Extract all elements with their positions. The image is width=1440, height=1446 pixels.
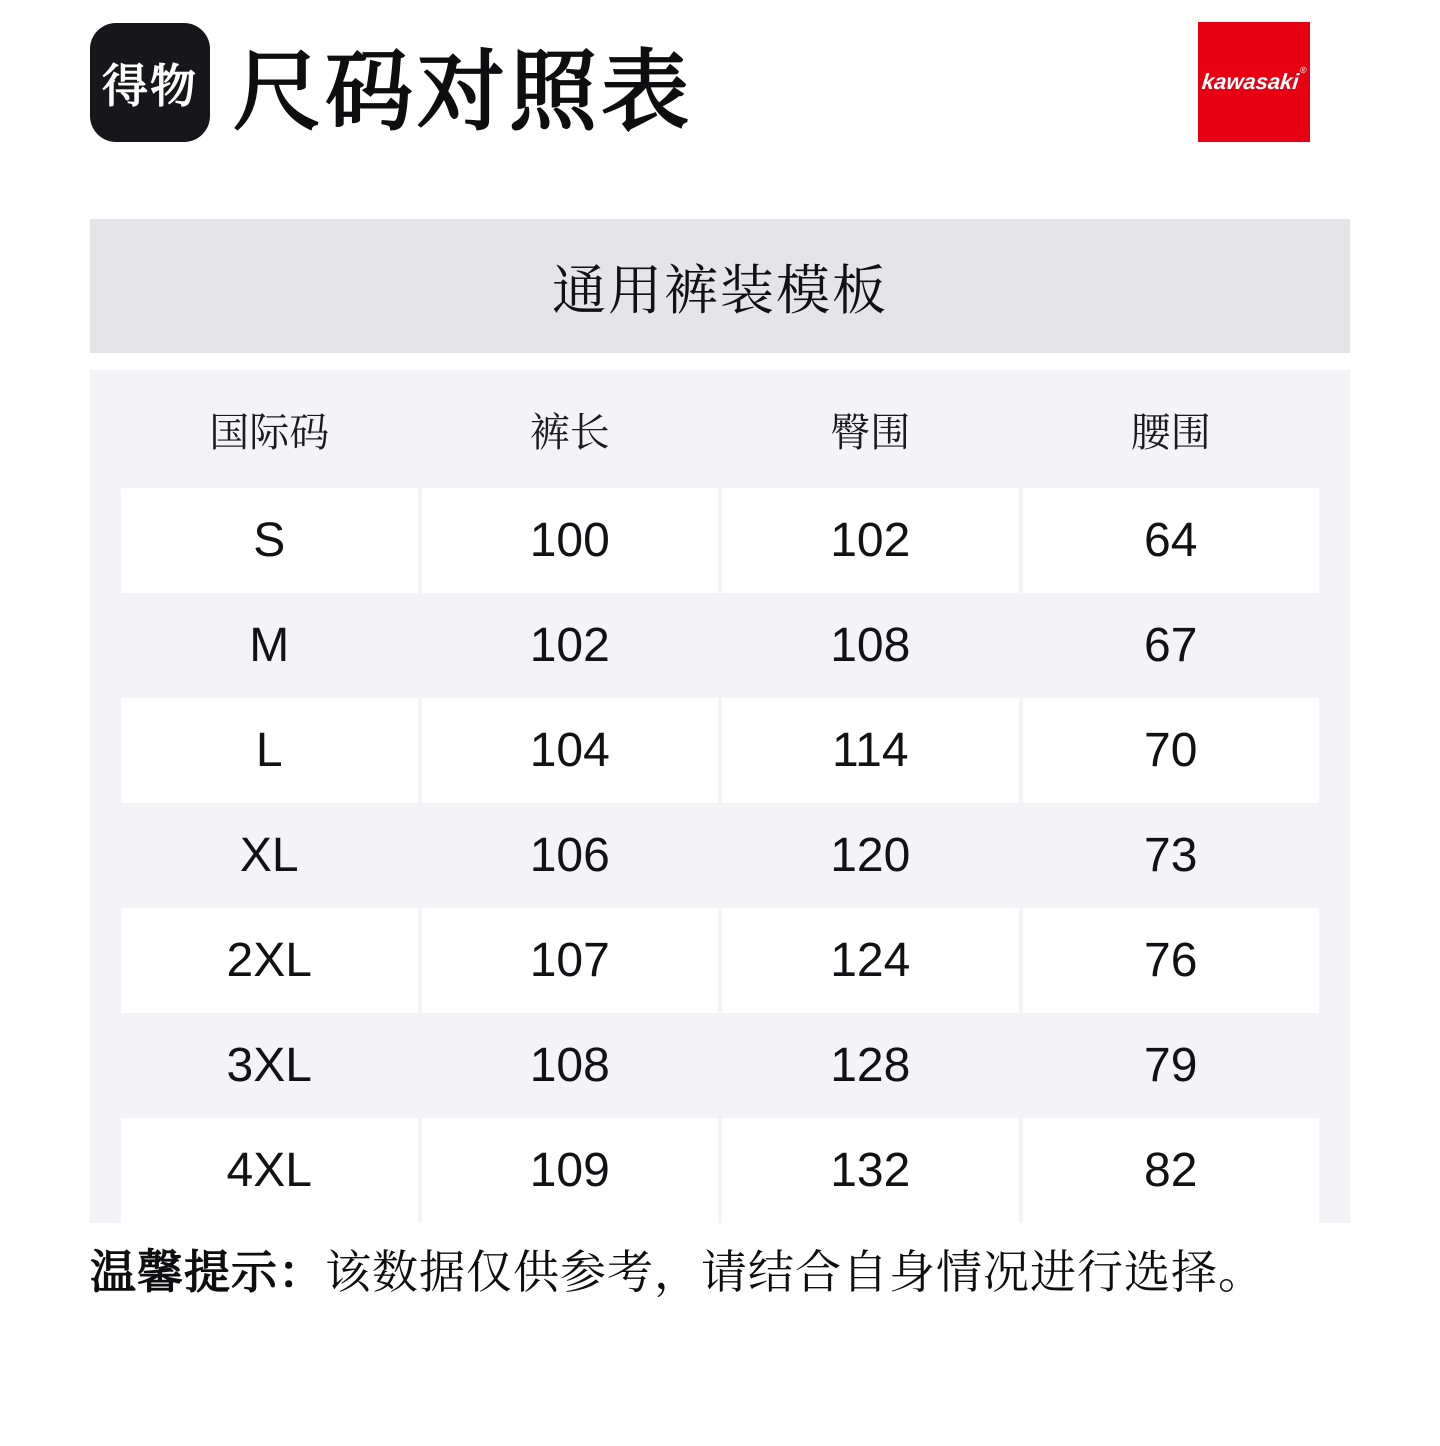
- measurement-cell: 104: [422, 698, 719, 803]
- page-title: 尺码对照表: [233, 42, 694, 141]
- column-header-size: 国际码: [209, 410, 330, 455]
- table-row: [121, 1013, 1319, 1118]
- footer-note-label: 温馨提示：: [90, 1246, 325, 1298]
- template-banner-label: 通用裤装模板: [552, 260, 888, 321]
- dewu-logo-icon: [90, 23, 210, 142]
- size-label-cell: M: [249, 619, 290, 672]
- template-banner: [90, 219, 1350, 353]
- measurement-cell: 107: [422, 908, 719, 1013]
- measurement-cell: 100: [422, 488, 719, 593]
- measurement-cell: 108: [830, 619, 911, 672]
- measurement-cell: 73: [1144, 829, 1198, 882]
- column-header-pant-length: 裤长: [529, 410, 610, 455]
- table-header-row: [121, 370, 1319, 488]
- dewu-logo-text: 得物: [102, 59, 198, 112]
- footer-note-text: 该数据仅供参考，请结合自身情况进行选择。: [325, 1246, 1265, 1298]
- measurement-cell: 64: [1023, 488, 1320, 593]
- measurement-cell: 120: [830, 829, 911, 882]
- measurement-cell: 70: [1023, 698, 1320, 803]
- measurement-cell: 109: [422, 1118, 719, 1223]
- measurement-cell: 106: [529, 829, 610, 882]
- measurement-cell: 102: [722, 488, 1019, 593]
- measurement-cell: 102: [529, 619, 610, 672]
- kawasaki-brand-logo: [1198, 22, 1310, 142]
- measurement-cell: 79: [1144, 1039, 1198, 1092]
- footer-note: [90, 1246, 1390, 1298]
- table-body: [121, 488, 1319, 1223]
- measurement-cell: 128: [830, 1039, 911, 1092]
- table-row: [121, 698, 1319, 803]
- measurement-cell: 82: [1023, 1118, 1320, 1223]
- table-row: [121, 908, 1319, 1013]
- size-label-cell: S: [121, 488, 418, 593]
- measurement-cell: 132: [722, 1118, 1019, 1223]
- table-row: [121, 593, 1319, 698]
- column-header-hip: 臀围: [830, 410, 911, 455]
- size-label-cell: 2XL: [121, 908, 418, 1013]
- measurement-cell: 114: [722, 698, 1019, 803]
- table-row: [121, 488, 1319, 593]
- measurement-cell: 67: [1144, 619, 1198, 672]
- registered-trademark-icon: ®: [1299, 64, 1308, 75]
- size-label-cell: XL: [239, 829, 299, 882]
- table-row: [121, 1118, 1319, 1223]
- page-header: [0, 0, 1440, 219]
- measurement-cell: 124: [722, 908, 1019, 1013]
- size-label-cell: 4XL: [121, 1118, 418, 1223]
- size-label-cell: 3XL: [226, 1039, 312, 1092]
- column-header-waist: 腰围: [1130, 410, 1211, 455]
- table-row: [121, 803, 1319, 908]
- kawasaki-logo-text: kawasaki®: [1201, 64, 1308, 94]
- measurement-cell: 108: [529, 1039, 610, 1092]
- size-table: [90, 370, 1350, 1223]
- size-label-cell: L: [121, 698, 418, 803]
- measurement-cell: 76: [1023, 908, 1320, 1013]
